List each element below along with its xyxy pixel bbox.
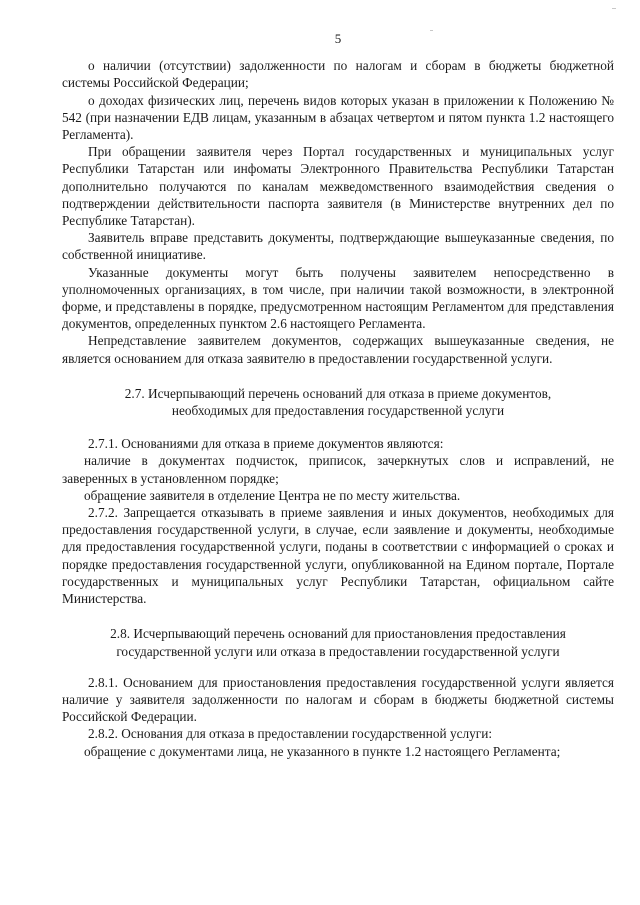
paragraph: 2.8.1. Основанием для приостановления предоставления государственной услуги является наличие у заявителя задолженности по налогам и сборам в бюджеты бюджетной системы Российской Федерации. [62,674,614,725]
paragraph: о наличии (отсутствии) задолженности по налогам и сборам в бюджеты бюджетной системы Российской Федерации; [62,58,614,91]
paragraph: При обращении заявителя через Портал государственных и муниципальных услуг Республики Татарстан или инфоматы Электронного Правительства Республики Татарстан дополнительно получаются по каналам межведомственного взаимодействия сведения о подтверждении действительности паспорта заявителя (в Министерстве внутренних дел по Республике Татарстан). [62,144,614,229]
paragraph: 2.7.1. Основаниями для отказа в приеме документов являются: [88,436,444,452]
paragraph: обращение с документами лица, не указанного в пункте 1.2 настоящего Регламента; [84,743,561,759]
paragraph: Заявитель вправе представить документы, подтверждающие вышеуказанные сведения, по собственной инициативе. [62,230,614,263]
page-number: 5 [334,31,342,46]
paragraph: Указанные документы могут быть получены заявителем непосредственно в уполномоченных организациях, в том числе, при наличии такой возможности, в электронной форме, и представлены в порядке, предусмотренном настоящим Регламентом для представления документов, определенных пунктом 2.6 настоящего Регламента. [62,264,614,332]
paragraph: о доходах физических лиц, перечень видов которых указан в приложении к Положению № 542 (при назначении ЕДВ лицам, указанным в абзацах четвертом и пятом пункта 1.2 настоящего Регламента). [62,92,614,143]
paragraph: 2.8.2. Основания для отказа в предоставлении государственной услуги: [88,726,493,742]
paragraph: наличие в документах подчисток, приписок, зачеркнутых слов и исправлений, не заверенных в установленном порядке; [62,453,614,486]
paragraph: обращение заявителя в отделение Центра не по месту жительства. [84,487,461,503]
section-heading-2-8: 2.8. Исчерпывающий перечень оснований для приостановления предоставления государственной услуги или отказа в предоставлении государственной услуги [110,626,566,659]
scan-mark [430,30,433,31]
paragraph: 2.7.2. Запрещается отказывать в приеме заявления и иных документов, необходимых для предоставления государственной услуги, в случае, если заявление и документы, необходимые для предоставления государственной услуги, поданы в соответствии с информацией о сроках и порядке предоставления государственной услуги, опубликованной на Едином портале, Портале государственных и муниципальных услуг Республики Татарстан, официальном сайте Министерства. [62,505,614,607]
section-heading-2-7: 2.7. Исчерпывающий перечень оснований для отказа в приеме документов, необходимых для предоставления государственной услуги [124,385,552,419]
paragraph: Непредставление заявителем документов, содержащих вышеуказанные сведения, не является основанием для отказа заявителю в предоставлении государственной услуги. [62,333,614,366]
scan-mark [612,8,616,9]
